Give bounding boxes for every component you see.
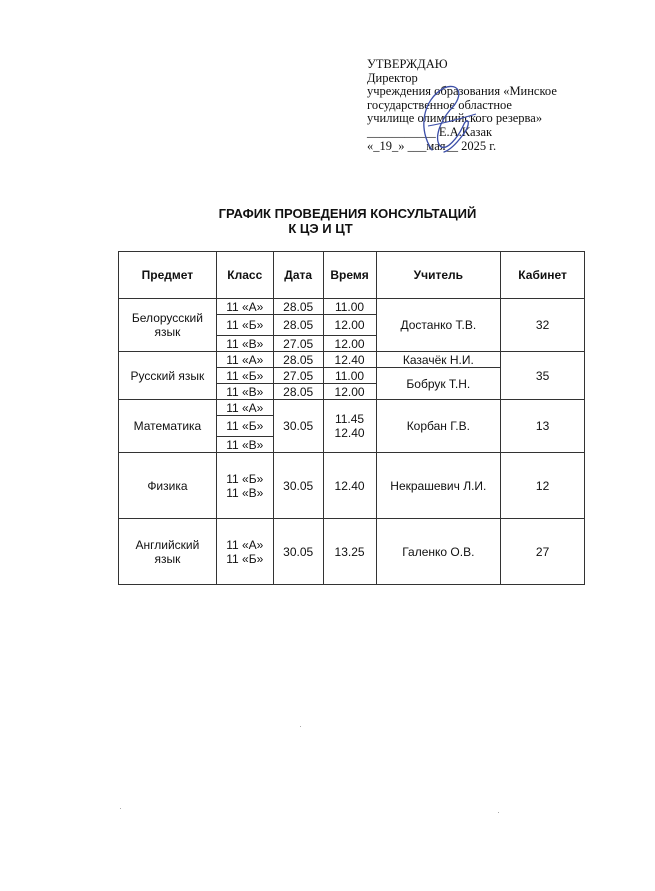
subject-cell [119,519,217,585]
class-cell: 11 «В» [216,384,273,400]
subject-cell: Физика [119,453,217,519]
approval-block [367,58,637,153]
table-row [119,400,585,416]
class-cell [216,453,273,519]
document-title [0,206,655,236]
class-line1: 11 «Б» [226,471,264,486]
subject-cell: Русский язык [119,352,217,400]
subject-cell: Белорусский язык [119,299,217,352]
time-cell: 11.00 [323,368,376,384]
date-cell: 30.05 [273,453,323,519]
title-line1: ГРАФИК ПРОВЕДЕНИЯ КОНСУЛЬТАЦИЙ [218,206,477,221]
approval-heading: УТВЕРЖДАЮ [367,57,448,71]
time-cell [323,400,376,453]
table-row [119,453,585,519]
time-line1: 11.45 [334,412,365,426]
teacher-cell: Казачёк Н.И. [376,352,501,368]
consultation-schedule-table [118,251,585,585]
header-date: Дата [273,252,323,299]
teacher-cell: Достанко Т.В. [376,299,501,352]
subject-line2: язык [154,551,181,566]
date-cell: 27.05 [273,336,323,352]
table-row [119,519,585,585]
class-line2: 11 «В» [226,485,264,500]
room-cell: 32 [501,299,585,352]
header-class: Класс [216,252,273,299]
class-line2: 11 «Б» [226,551,264,566]
class-cell: 11 «Б» [216,368,273,384]
header-time: Время [323,252,376,299]
table-row [119,352,585,368]
header-teacher: Учитель [376,252,501,299]
header-room: Кабинет [501,252,585,299]
title-line2: К ЦЭ И ЦТ [288,221,353,236]
time-cell: 12.00 [323,336,376,352]
teacher-cell: Галенко О.В. [376,519,501,585]
class-cell: 11 «В» [216,336,273,352]
approval-position: Директор [367,70,418,85]
approval-signature-line: ___________ Е.А.Казак [367,124,493,139]
class-cell: 11 «Б» [216,416,273,437]
class-cell: 11 «А» [216,352,273,368]
class-cell: 11 «В» [216,437,273,453]
subject-line1: Английский [135,537,200,552]
date-cell: 28.05 [273,352,323,368]
teacher-cell: Некрашевич Л.И. [376,453,501,519]
class-line1: 11 «А» [226,537,264,552]
date-cell: 30.05 [273,400,323,453]
table-row [119,299,585,315]
time-cell: 12.00 [323,315,376,336]
date-cell: 27.05 [273,368,323,384]
room-cell: 27 [501,519,585,585]
class-cell: 11 «А» [216,299,273,315]
teacher-cell: Корбан Г.В. [376,400,501,453]
scan-speck [300,726,301,727]
approval-date: «_19_» ___мая__ 2025 г. [367,138,497,153]
time-line2: 12.40 [334,426,365,440]
time-cell: 13.25 [323,519,376,585]
time-cell: 11.00 [323,299,376,315]
teacher-cell: Бобрук Т.Н. [376,368,501,400]
time-cell: 12.40 [323,352,376,368]
subject-cell: Математика [119,400,217,453]
date-cell: 28.05 [273,384,323,400]
approval-org-line1: учреждения образования «Минское [367,84,557,99]
class-cell [216,519,273,585]
approval-org-line2: государственное областное [367,97,512,112]
class-cell: 11 «Б» [216,315,273,336]
scan-speck [120,808,121,809]
time-cell: 12.00 [323,384,376,400]
handwritten-signature [410,80,480,160]
class-cell: 11 «А» [216,400,273,416]
room-cell: 12 [501,453,585,519]
date-cell: 28.05 [273,299,323,315]
time-cell: 12.40 [323,453,376,519]
date-cell: 30.05 [273,519,323,585]
header-subject: Предмет [119,252,217,299]
date-cell: 28.05 [273,315,323,336]
approval-org-line3: училище олимпийского резерва» [367,111,543,126]
table-header-row [119,252,585,299]
scan-speck [498,812,499,813]
room-cell: 35 [501,352,585,400]
room-cell: 13 [501,400,585,453]
